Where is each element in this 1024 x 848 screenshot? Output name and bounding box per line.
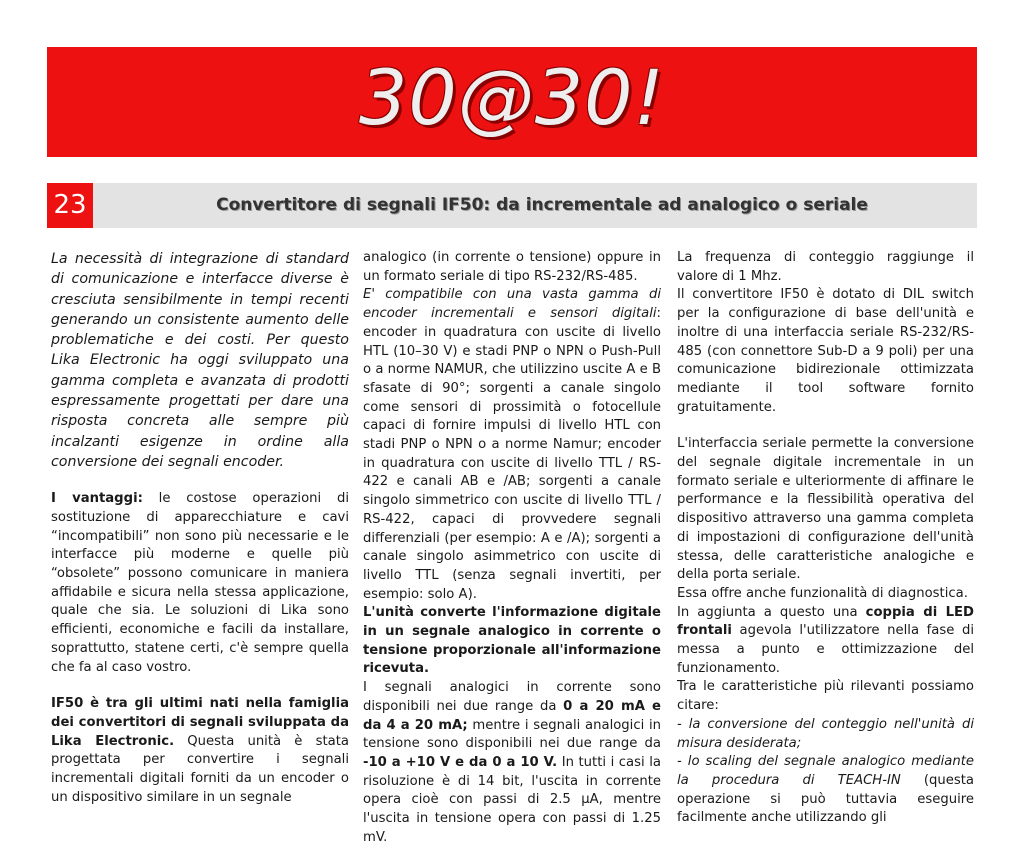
col3-paragraph-5 <box>677 604 974 679</box>
if50-text: Questa unità è stata progettata per convertire i segnali incrementali digitali forniti da un encoder o un dispositivo similare in un segnale <box>51 733 349 805</box>
led-text-b: agevola l'utilizzatore nella fase di messa a punto e ottimizzazione del funzionamento. <box>677 623 974 676</box>
compat-text: : encoder in quadratura con uscite di livello HTL (10–30 V) e stadi PNP o NPN o Push-Pull o a norme NAMUR, che utilizzino uscite A e B sfasate di 90°; sorgenti a canale singolo come sensori di prossimità o fotocellule capaci di fornire impulsi di livello HTL con stadi PNP o NPN o a norme Namur; encoder in quadratura con uscite di livello TTL / RS-422 e canali AB e /AB; sorgenti a canale singolo simmetrico con uscite di livello TTL / RS-422, capaci di provvedere segnali differenziali (per esempio: A e /A); sorgenti a canale singolo asimmetrico con uscite di livello TTL (senza segnali invertiti, per esempio: solo A). <box>363 306 661 602</box>
feature-item-2-text: (questa operazione si può tuttavia eseguire facilmente anche utilizzando gli <box>677 772 974 826</box>
col3-paragraph-6: Tra le caratteristiche più rilevanti possiamo citare: <box>677 679 974 714</box>
feature-item-2-italic: - lo scaling del segnale analogico mediante la procedura di TEACH-IN <box>677 754 974 788</box>
title-banner <box>47 47 977 157</box>
section-heading-bar <box>47 183 977 228</box>
vantaggi-text: le costose operazioni di sostituzione di apparecchiature e cavi “incompatibili” non sono più necessarie e le interfacce più moderne e quelle più “obsolete” possono comunicare in maniera affidabile e sicura nella stessa applicazione, quale che sia. Le soluzioni di Lika sono efficienti, economiche e facili da installare, soprattutto, statene certi, c'è sempre quella che fa al caso vostro. <box>51 491 349 675</box>
section-title: Convertitore di segnali IF50: da incrementale ad analogico o seriale <box>216 195 868 215</box>
section-number: 23 <box>47 183 93 228</box>
col3-paragraph-4: Essa offre anche funzionalità di diagnostica. <box>677 585 968 601</box>
col3-paragraph-3: L'interfaccia seriale permette la conversione del segnale digitale incrementale in un formato seriale e ulteriormente di affinare le performance e la flessibilità operativa del dispositivo attraverso una gamma completa di impostazioni di configurazione dell'unità stessa, delle caratteristiche analogiche e della porta seriale. <box>677 436 974 583</box>
banner-title: 30@30! <box>359 53 665 142</box>
vantaggi-paragraph <box>51 490 349 677</box>
column-2 <box>363 249 661 848</box>
feature-item-1: - la conversione del conteggio nell'unità di misura desiderata; <box>677 716 974 751</box>
led-text-a: In aggiunta a questo una <box>677 604 866 620</box>
column-3 <box>677 249 974 828</box>
range-text-c: mentre i segnali analogici in tensione sono disponibili nei due range da <box>363 717 661 752</box>
col2-paragraph-4 <box>363 679 661 847</box>
col3-paragraph-2: Il convertitore IF50 è dotato di DIL switch per la configurazione di base dell'unità e inoltre di una interfaccia seriale RS-232/RS-485 (con connettore Sub-D a 9 poli) per una comunicazione bidirezionale ottimizzata mediante il tool software fornito gratuitamente. <box>677 287 974 415</box>
voltage-range: -10 a +10 V e da 0 a 10 V. <box>363 754 558 770</box>
vantaggi-label: I vantaggi: <box>51 491 143 507</box>
col2-bold-paragraph: L'unità converte l'informazione digitale in un segnale analogico in corrente o tensione proporzionale all'informazione ricevuta. <box>363 605 661 677</box>
col2-paragraph-1: analogico (in corrente o tensione) oppure in un formato seriale di tipo RS-232/RS-485. <box>363 250 661 284</box>
current-range: 0 a 20 mA e da 4 a 20 mA; <box>363 698 661 733</box>
if50-bold-text: IF50 è tra gli ultimi nati nella famiglia dei convertitori di segnali sviluppata da Lika Electronic. <box>51 696 349 749</box>
col2-paragraph-2 <box>363 286 661 604</box>
col3-paragraph-1: La frequenza di conteggio raggiunge il valore di 1 Mhz. <box>677 250 974 284</box>
intro-paragraph: La necessità di integrazione di standard di comunicazione e interfacce diverse è cresciuta sensibilmente in tempi recenti generando un consistente aumento delle problematiche e dei costi. Per questo Lika Electronic ha oggi sviluppato una gamma completa e avanzata di prodotti espressamente progettati per dare una risposta concreta alle sempre più incalzanti esigenze in ordine alla conversione dei segnali encoder. <box>51 251 349 470</box>
column-1 <box>51 249 349 808</box>
compat-italic: E' compatibile con una vasta gamma di encoder incrementali e sensori digitali <box>363 287 661 322</box>
range-text-a: I segnali analogici in corrente sono disponibili nei due range da <box>363 680 661 714</box>
range-text-d: In tutti i casi la risoluzione è di 14 bit, l'uscita in corrente opera cioè con passi di 2.5 µA, mentre l'uscita in tensione opera con passi di 1.25 mV. <box>363 754 661 845</box>
led-bold: coppia di LED frontali <box>677 604 974 639</box>
